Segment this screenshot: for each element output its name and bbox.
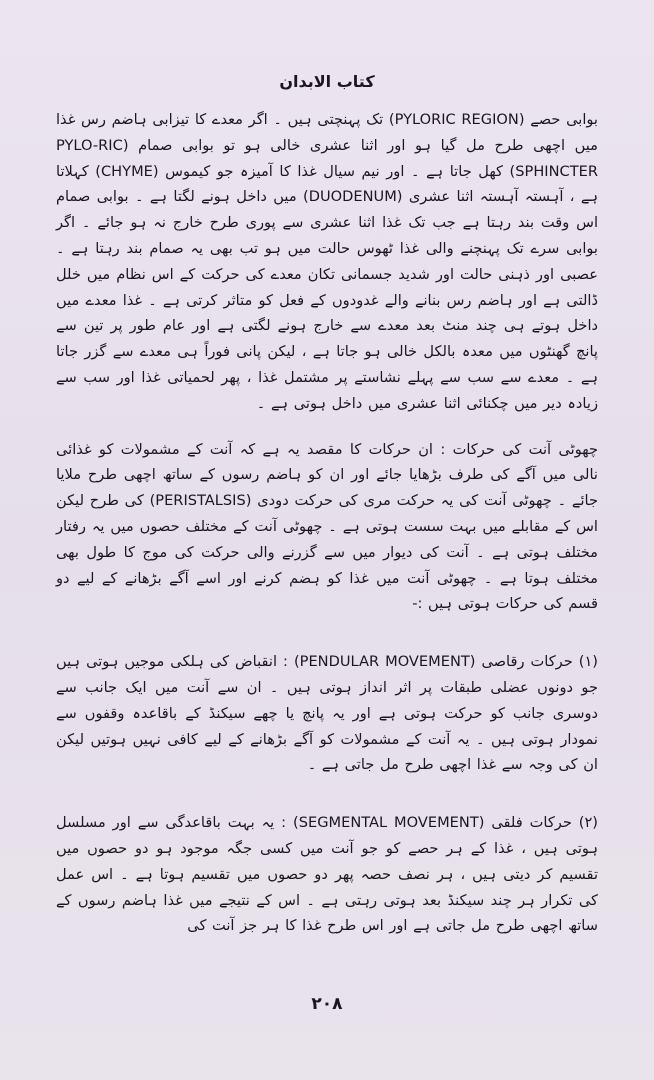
paragraph-gap	[56, 617, 598, 649]
running-header: کتاب الابدان	[279, 72, 375, 91]
paragraph-gap	[56, 778, 598, 810]
paragraph-pyloric: بوابی حصے (PYLORIC REGION) تک پہنچتی ہیں ۔ اگر معدے کا تیزابی ہاضم رس غذا میں اچھی طرح مل گیا ہو اور اثنا عشری خالی ہو تو بوابی صمام (PYLO-RIC SPHINCTER) کھل جاتا ہے ۔ اور نیم سیال غذا کا آمیزہ جو کیموس (CHYME) کہلاتا ہے ، آہستہ آہستہ اثنا عشری (DUODENUM) میں داخل ہونے لگتا ہے ۔ بوابی صمام اس وقت بند رہتا ہے جب تک غذا اثنا عشری سے پوری طرح خارج نہ ہو جائے ۔ اگر بوابی سرے تک پہنچنے والی غذا ٹھوس حالت میں ہو تب بھی یہ صمام بند رہتا ہے ۔ عصبی اور ذہنی حالت اور شدید جسمانی تکان معدے کی حرکت کے اس نظام میں خلل ڈالتی ہے اور ہاضم رس بنانے والے غدودوں کے فعل کو متاثر کرتی ہے ۔ غذا معدے میں داخل ہوتے ہی چند منٹ بعد معدے سے خارج ہونے لگتی ہے اور عام طور پر تین سے پانچ گھنٹوں میں معدہ بالکل خالی ہو جاتا ہے ، لیکن پانی فوراً ہی معدے سے گزر جاتا ہے ۔ معدے سے سب سے پہلے نشاستے پر مشتمل غذا ، پھر لحمیاتی غذا اور سب سے زیادہ دیر میں چکنائی اثنا عشری میں داخل ہوتی ہے ۔	[56, 111, 599, 412]
paragraph-segmental-movement: (۲) حرکات فلقی (SEGMENTAL MOVEMENT) : یہ بہت باقاعدگی سے اور مسلسل ہوتی ہیں ، غذا کے ہر حصے کو جو آنت میں کسی جگہ موجود ہو دو حصوں میں تقسیم کر دیتی ہیں ، ہر نصف حصہ پھر دو حصوں میں تقسیم ہوتا ہے ۔ اس عمل کی تکرار ہر چند سیکنڈ بعد ہوتی رہتی ہے ۔ اس کے نتیجے میں غذا ہاضم رسوں کے ساتھ اچھی طرح مل جاتی ہے اور اس طرح غذا کا ہر جز آنت کی	[56, 814, 598, 935]
paragraph-small-intestine-movements: چھوٹی آنت کی حرکات : ان حرکات کا مقصد یہ ہے کہ آنت کے مشمولات کو غذائی نالی میں آگے کی طرف بڑھایا جائے اور ان کو ہاضم رسوں کے ساتھ اچھی طرح ملایا جائے ۔ چھوٹی آنت کی یہ حرکت مری کی حرکت دودی (PERISTALSIS) کی طرح لیکن اس کے مقابلے میں بہت سست ہوتی ہے ۔ چھوٹی آنت کے مختلف حصوں میں یہ رفتار مختلف ہوتی ہے ۔ آنت کی دیوار میں سے گزرنے والی حرکت کی موج کا طول بھی مختلف ہوتا ہے ۔ چھوٹی آنت میں غذا کو ہضم کرنے اور اسے آگے بڑھانے کے لیے دو قسم کی حرکات ہوتی ہیں :-	[56, 440, 598, 613]
paragraph-pendular-movement: (۱) حرکات رقاصی (PENDULAR MOVEMENT) : انقباض کی ہلکی موجیں ہوتی ہیں جو دونوں عضلی طبقات پر اثر انداز ہوتی ہیں ۔ ان سے آنت میں ایک جانب سے دوسری جانب کو حرکت ہوتی ہے اور یہ پانچ یا چھے سیکنڈ کے باقاعدہ وقفوں سے نمودار ہوتی ہیں ۔ یہ آنت کے مشمولات کو آگے بڑھانے کے لیے کافی نہیں ہوتیں لیکن ان کی وجہ سے غذا اچھی طرح مل جاتی ہے ۔	[56, 653, 598, 774]
paragraph-gap	[56, 417, 598, 437]
page-number: ۲۰۸	[311, 994, 343, 1014]
